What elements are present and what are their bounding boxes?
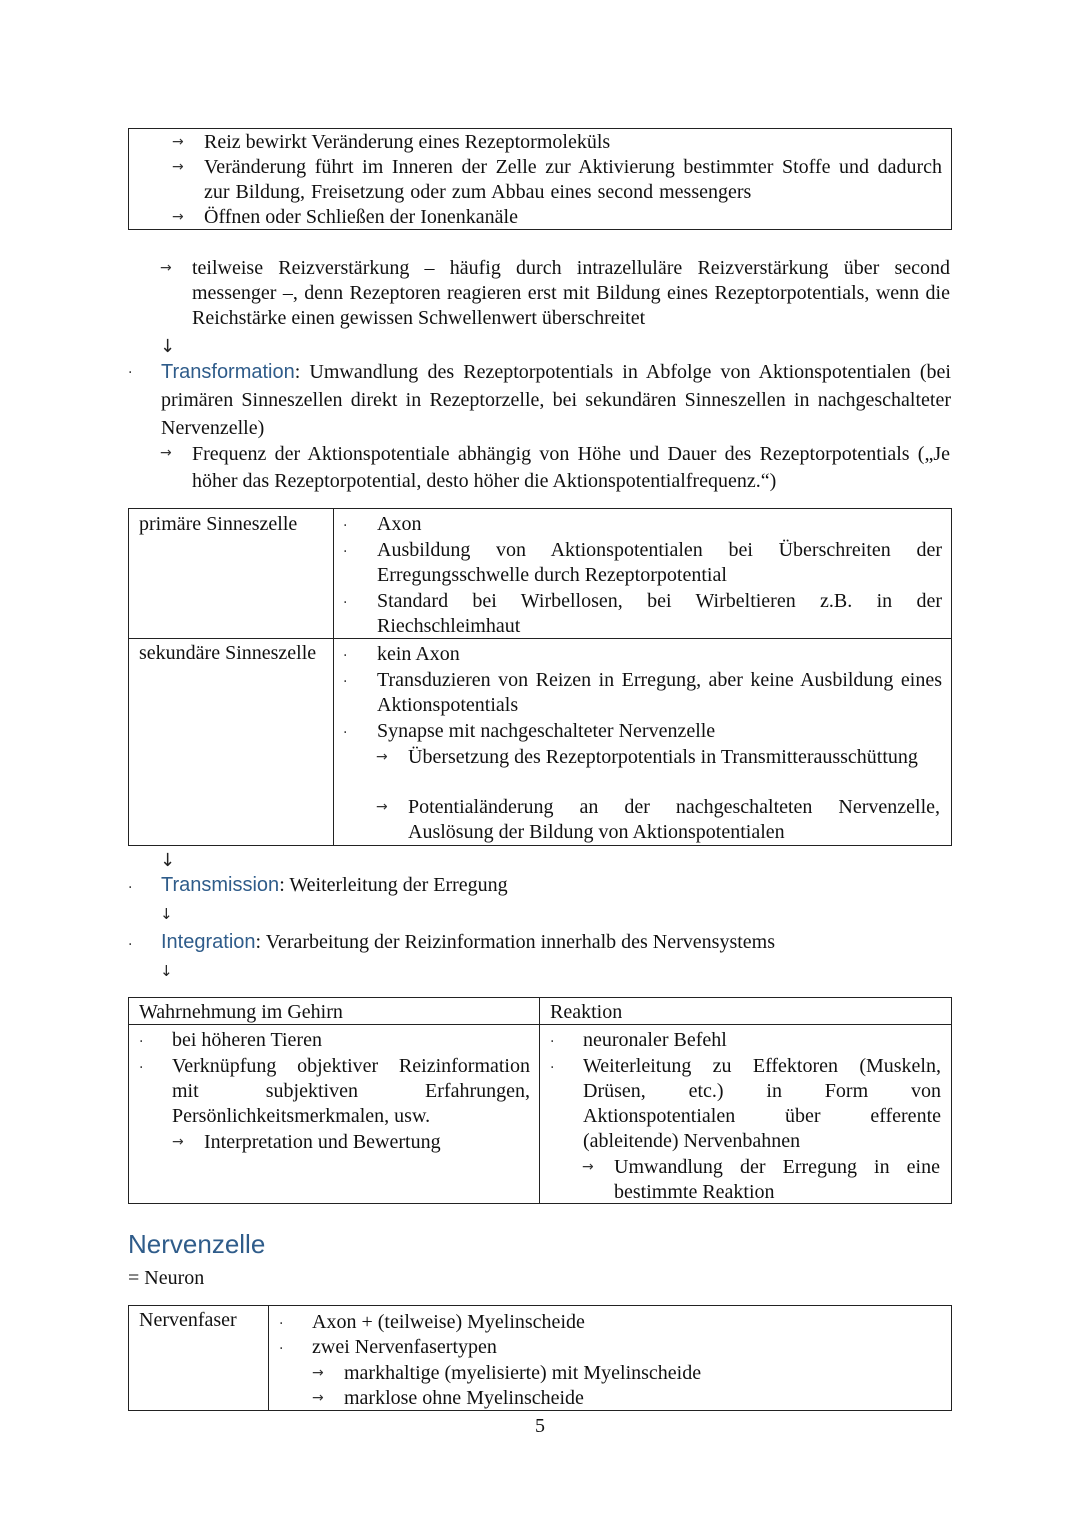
bullet-icon: · xyxy=(128,880,133,896)
bullet-icon: · xyxy=(343,725,348,741)
down-arrow-icon: ↓ xyxy=(160,962,173,980)
table1-row2-item-1: kein Axon xyxy=(377,643,460,665)
arrow-icon: → xyxy=(312,1390,324,1406)
table3-divider xyxy=(268,1305,269,1411)
bullet-icon: · xyxy=(343,674,348,690)
table3-item-1: Axon + (teilweise) Myelinscheide xyxy=(312,1311,585,1333)
box1-item-1: → Reiz bewirkt Veränderung eines Rezeptormoleküls xyxy=(172,131,611,153)
transformation-paragraph: Transformation: Umwandlung des Rezeptorpotentials in Abfolge von Aktionspotentialen (bei primären Sinneszellen direkt in Rezeptorzelle, bei sekundären Sinneszellen in nachgeschalteter Nervenzelle) xyxy=(161,361,951,439)
bullet-icon: · xyxy=(343,518,348,534)
down-arrow-icon: ↓ xyxy=(160,850,176,871)
bullet-icon: · xyxy=(139,1060,144,1076)
bullet-icon: · xyxy=(279,1316,284,1332)
transmission-line: Transmission: Weiterleitung der Erregung xyxy=(161,874,508,896)
table1-row2-sub-1: → Übersetzung des Rezeptorpotentials in Transmitterausschüttung xyxy=(376,746,918,768)
table2-left-item-2: Verknüpfung objektiver Reizinformation mit subjektiven Erfahrungen, Persönlichkeitsmerkmalen, usw. xyxy=(172,1055,530,1127)
page-number: 5 xyxy=(535,1415,545,1437)
transformation-term: Transformation xyxy=(161,361,295,383)
box1-item-3: → Öffnen oder Schließen der Ionenkanäle xyxy=(172,206,518,228)
table2-right-item-2: Weiterleitung zu Effektoren (Muskeln, Drüsen, etc.) in Form von Aktionspotentialen über efferente (ableitende) Nervenbahnen xyxy=(583,1055,941,1152)
table2-right-header: Reaktion xyxy=(550,1001,623,1023)
arrow-icon: → xyxy=(172,209,184,225)
transmission-term: Transmission xyxy=(161,874,280,896)
bullet-icon: · xyxy=(128,365,133,381)
bullet-icon: · xyxy=(139,1034,144,1050)
table3-sub-2: → marklose ohne Myelinscheide xyxy=(312,1387,584,1409)
arrow-icon: → xyxy=(172,134,184,150)
arrow-icon: → xyxy=(376,799,388,815)
arrow-icon: → xyxy=(312,1365,324,1381)
table2-left-header: Wahrnehmung im Gehirn xyxy=(139,1001,343,1023)
amplification-note: → teilweise Reizverstärkung – häufig durch intrazelluläre Reizverstärkung über second messenger –, denn Rezeptoren reagieren erst mit Bildung eines Rezeptorpotentials, wenn die Reichstärke einen gewissen Schwellenwert überschreitet xyxy=(160,257,950,329)
bullet-icon: · xyxy=(343,544,348,560)
section-title: Nervenzelle xyxy=(128,1229,266,1259)
bullet-icon: · xyxy=(343,648,348,664)
arrow-icon: → xyxy=(172,1134,184,1150)
arrow-icon: → xyxy=(172,159,184,175)
table1-divider xyxy=(333,508,334,846)
arrow-icon: → xyxy=(160,445,172,461)
bullet-icon: · xyxy=(343,595,348,611)
integration-term: Integration xyxy=(161,931,256,953)
transformation-sub: → Frequenz der Aktionspotentiale abhängig von Höhe und Dauer des Rezeptorpotentials („Je höher das Rezeptorpotential, desto höher die Aktionspotentialfrequenz.“) xyxy=(160,441,952,495)
integration-line: Integration: Verarbeitung der Reizinformation innerhalb des Nervensystems xyxy=(161,931,775,953)
arrow-icon: → xyxy=(160,260,172,276)
table2-left-sub: → Interpretation und Bewertung xyxy=(172,1131,441,1153)
bullet-icon: · xyxy=(550,1060,555,1076)
down-arrow-icon: ↓ xyxy=(160,905,173,923)
bullet-icon: · xyxy=(550,1034,555,1050)
table1-row2-item-2: Transduzieren von Reizen in Erregung, aber keine Ausbildung eines Aktionspotentials xyxy=(377,669,942,716)
table2-left-item-1: bei höheren Tieren xyxy=(172,1029,322,1051)
arrow-icon: → xyxy=(582,1159,594,1175)
table3-item-2: zwei Nervenfasertypen xyxy=(312,1336,497,1358)
table3-label: Nervenfaser xyxy=(139,1309,237,1331)
table1-row1-item-1: Axon xyxy=(377,513,422,535)
table2-divider xyxy=(539,997,540,1204)
down-arrow-icon: ↓ xyxy=(160,336,176,357)
arrow-icon: → xyxy=(376,749,388,765)
table1-row1-item-3: Standard bei Wirbellosen, bei Wirbeltieren z.B. in der Riechschleimhaut xyxy=(377,590,942,637)
table1-row2-label: sekundäre Sinneszelle xyxy=(139,642,317,664)
table1-row1-label: primäre Sinneszelle xyxy=(139,513,298,535)
bullet-icon: · xyxy=(279,1341,284,1357)
table1-row1-item-2: Ausbildung von Aktionspotentialen bei Überschreiten der Erregungsschwelle durch Rezeptorpotential xyxy=(377,539,942,586)
table2-right-item-1: neuronaler Befehl xyxy=(583,1029,727,1051)
table1-row2-sub-2: → Potentialänderung an der nachgeschalteten Nervenzelle, Auslösung der Bildung von Aktionspotentialen xyxy=(376,796,940,843)
section-subtitle: = Neuron xyxy=(128,1267,205,1289)
bullet-icon: · xyxy=(128,937,133,953)
box1-item-2: → Veränderung führt im Inneren der Zelle zur Aktivierung bestimmter Stoffe und dadurch zur Bildung, Freisetzung oder zum Abbau eines second messengers xyxy=(172,156,942,203)
table2-right-sub: → Umwandlung der Erregung in eine bestimmte Reaktion xyxy=(582,1156,940,1203)
table3-sub-1: → markhaltige (myelisierte) mit Myelinscheide xyxy=(312,1362,702,1384)
table1-row2-item-3: Synapse mit nachgeschalteter Nervenzelle xyxy=(377,720,716,742)
